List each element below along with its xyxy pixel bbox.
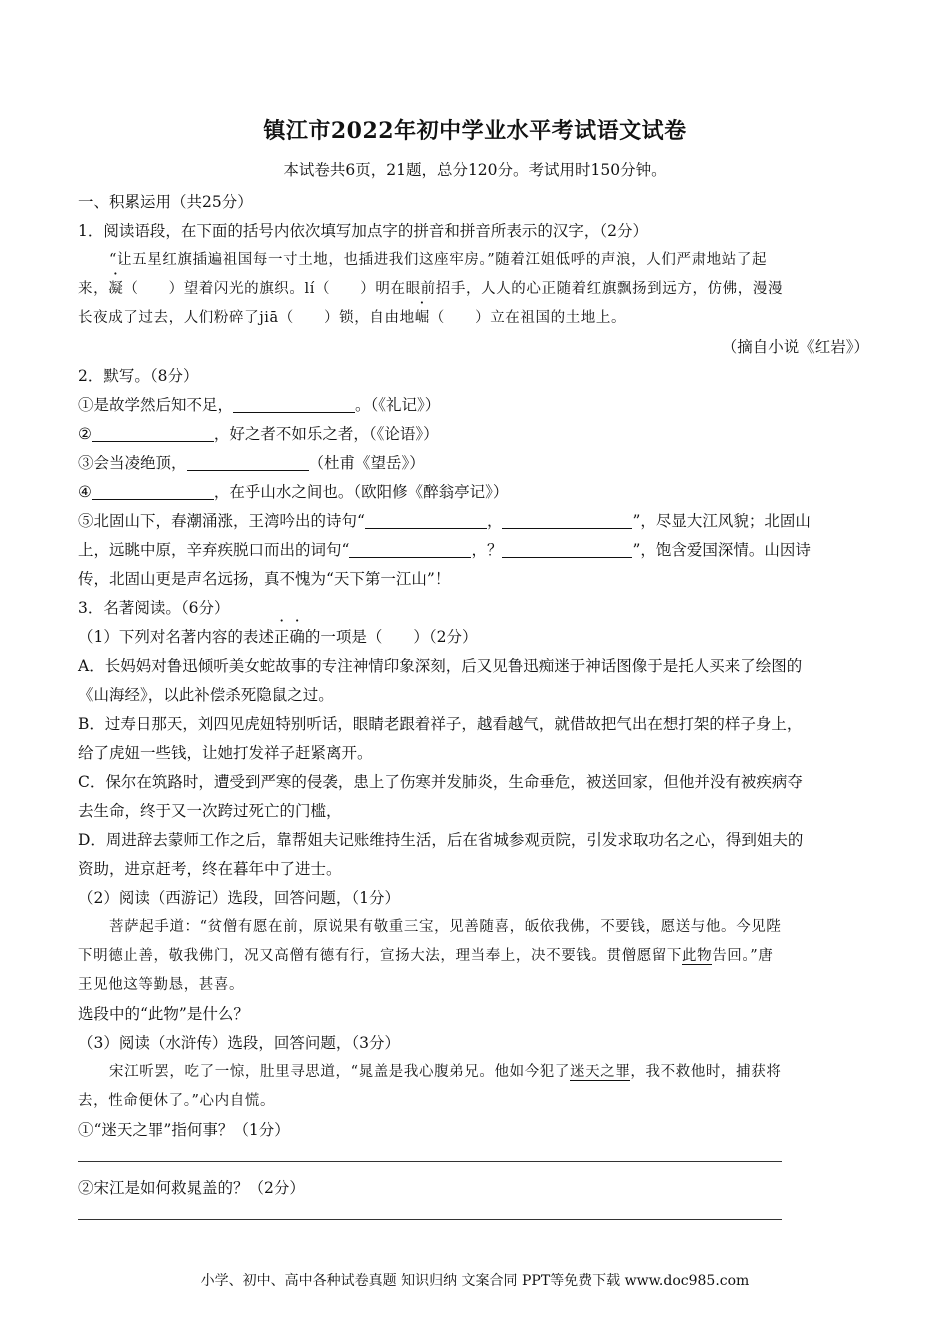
- dictation-text: 。（《礼记》）: [355, 396, 441, 414]
- dictation-text: ②: [78, 425, 92, 443]
- xiyouji-passage-line: [78, 942, 875, 971]
- option-d-continued: 资助，进京赶考，终在暮年中了进士。: [78, 860, 342, 878]
- dotted-char: 正: [273, 628, 290, 646]
- option-b-continued: 给了虎妞一些钱，让她打发祥子赶紧离开。: [78, 744, 373, 762]
- dictation-text: 上，远眺中原，辛弃疾脱口而出的词句“: [78, 541, 350, 559]
- answer-blank[interactable]: [187, 452, 309, 471]
- question-1-passage-line: [78, 304, 875, 333]
- answer-blank[interactable]: [365, 510, 487, 529]
- dictation-item: 传，北固山更是声名远扬，真不愧为“天下第一江山”！: [78, 570, 451, 588]
- underlined-term: 迷天之罪: [570, 1064, 631, 1080]
- answer-line[interactable]: [78, 1161, 782, 1162]
- option-c: C．保尔在筑路时，遭受到严寒的侵袭，患上了伤寒并发肺炎，生命垂危，被送回家，但他并没有被疾病夺: [78, 773, 803, 791]
- dictation-text: （杜甫《望岳》）: [308, 454, 425, 472]
- shuihu-passage-line: 去，性命便休了。”心内自慌。: [78, 1093, 276, 1109]
- passage-text: 宋江听罢，吃了一惊，肚里寻思道，“晁盖是我心腹弟兄。他如今犯了: [109, 1064, 571, 1080]
- sub-question-1: [78, 623, 875, 652]
- answer-blank[interactable]: [502, 539, 632, 558]
- question-3-stem: 3．名著阅读。（6分）: [78, 599, 230, 617]
- question-1-stem: 1．阅读语段，在下面的括号内依次填写加点字的拼音和拼音所表示的汉字，（2分）: [78, 222, 648, 240]
- option-a-continued: 《山海经》，以此补偿杀死隐鼠之过。: [78, 686, 334, 704]
- passage-text: 长夜成了过去，人们粉碎了jiā（ ）锁，自由地: [78, 310, 415, 326]
- dictation-item: [78, 478, 875, 507]
- xiyouji-passage-line: 王见他这等勤恳，甚喜。: [78, 977, 245, 993]
- dictation-text: ，: [486, 512, 503, 530]
- xiyouji-question: 选段中的“此物”是什么？: [78, 1005, 249, 1023]
- option-b: B．过寿日那天，刘四见虎妞特别听话，眼睛老跟着祥子，越看越气，就借故把气出在想打架的样子身上，: [78, 715, 803, 733]
- dictation-text: ，好之者不如乐之者，（《论语》）: [213, 425, 439, 443]
- dictation-item: [78, 507, 875, 536]
- dictation-item: [78, 536, 875, 565]
- passage-text: ，我不救他时，捕获将: [630, 1064, 782, 1080]
- answer-blank[interactable]: [92, 481, 214, 500]
- sub-question-3: （3）阅读（水浒传）选段，回答问题，（3分）: [78, 1034, 400, 1052]
- dictation-text: ，在乎山水之间也。（欧阳修《醉翁亭记》）: [213, 483, 509, 501]
- dictation-item: [78, 420, 875, 449]
- dictation-text: ⑤北固山下，春潮涌涨，王湾吟出的诗句“: [78, 512, 365, 530]
- passage-source: （摘自小说《红岩》）: [721, 338, 869, 356]
- shuihu-question-1: ①“迷天之罪”指何事？（1分）: [78, 1121, 290, 1139]
- dictation-text: ③会当凌绝顶，: [78, 454, 187, 472]
- section-heading: 一、积累运用（共25分）: [78, 193, 253, 211]
- dictation-text: ”，饱含爱国深情。山因诗: [632, 541, 811, 559]
- option-a: A．长妈妈对鲁迅倾听美女蛇故事的专注神情印象深刻，后又见鲁迅痴迷于神话图像于是托人买来了绘图的: [78, 657, 803, 675]
- dictation-text: ④: [78, 483, 92, 501]
- question-1-passage-line: “让五星红旗插遍祖国每一寸土地，也插进我们这座牢房。”随着江姐低呼的声浪，人们严肃地站了起: [109, 252, 768, 268]
- shuihu-question-2: ②宋江是如何救晁盖的？（2分）: [78, 1179, 305, 1197]
- dictation-item: [78, 391, 875, 420]
- dotted-char: 凝: [108, 281, 124, 297]
- passage-text: 告回。”唐: [712, 948, 774, 964]
- footer-banner: 小学、初中、高中各种试卷真题 知识归纳 文案合同 PPT等免费下载 www.doc985.com: [200, 1273, 750, 1289]
- option-c-continued: 去生命，终于又一次跨过死亡的门槛，: [78, 802, 342, 820]
- passage-text: 来，: [78, 281, 109, 297]
- answer-blank[interactable]: [349, 539, 471, 558]
- option-d: D．周进辞去蒙师工作之后，靠帮姐夫记账维持生活，后在省城参观贡院，引发求取功名之心，得到姐夫的: [78, 831, 804, 849]
- answer-blank[interactable]: [92, 423, 214, 442]
- exam-body: [78, 188, 875, 1232]
- question-2-stem: 2．默写。（8分）: [78, 367, 199, 385]
- sub-question-2: （2）阅读（西游记）选段，回答问题，（1分）: [78, 889, 400, 907]
- sub-question-text: （1）下列对名著内容的表述: [78, 628, 274, 646]
- passage-text: （ ）望着闪光的旗织。lí（ ）明在眼前招手，人人的心正随着红旗飘扬到远方，仿佛，漫漫: [123, 281, 784, 297]
- xiyouji-passage-line: 菩萨起手道：“贫僧有愿在前，原说果有敬重三宝，见善随喜，皈依我佛，不要钱，愿送与他。今见陛: [109, 919, 782, 935]
- sub-question-text: 的一项是（ ）（2分）: [304, 628, 478, 646]
- answer-blank[interactable]: [502, 510, 632, 529]
- passage-text: 下明德止善，敬我佛门，况又高僧有德有行，宣扬大法，理当奉上，决不要钱。贯僧愿留下: [78, 948, 682, 964]
- shuihu-passage-line: [78, 1058, 875, 1087]
- dictation-text: ”，尽显大江风貌；北固山: [632, 512, 811, 530]
- answer-blank[interactable]: [233, 394, 355, 413]
- dictation-text: ①是故学然后知不足，: [78, 396, 234, 414]
- underlined-term: 此物: [682, 948, 713, 964]
- question-1-passage-line: [78, 275, 875, 304]
- passage-text: （ ）立在祖国的土地上。: [429, 310, 627, 326]
- dotted-char: 确: [289, 628, 305, 646]
- dictation-text: ，？: [471, 541, 503, 559]
- page-title: 镇江市2022年初中学业水平考试语文试卷: [263, 118, 687, 144]
- answer-line[interactable]: [78, 1219, 782, 1220]
- exam-info: 本试卷共6页，21题，总分120分。考试用时150分钟。: [283, 161, 667, 179]
- dotted-char: 崛: [414, 310, 430, 326]
- dictation-item: [78, 449, 875, 478]
